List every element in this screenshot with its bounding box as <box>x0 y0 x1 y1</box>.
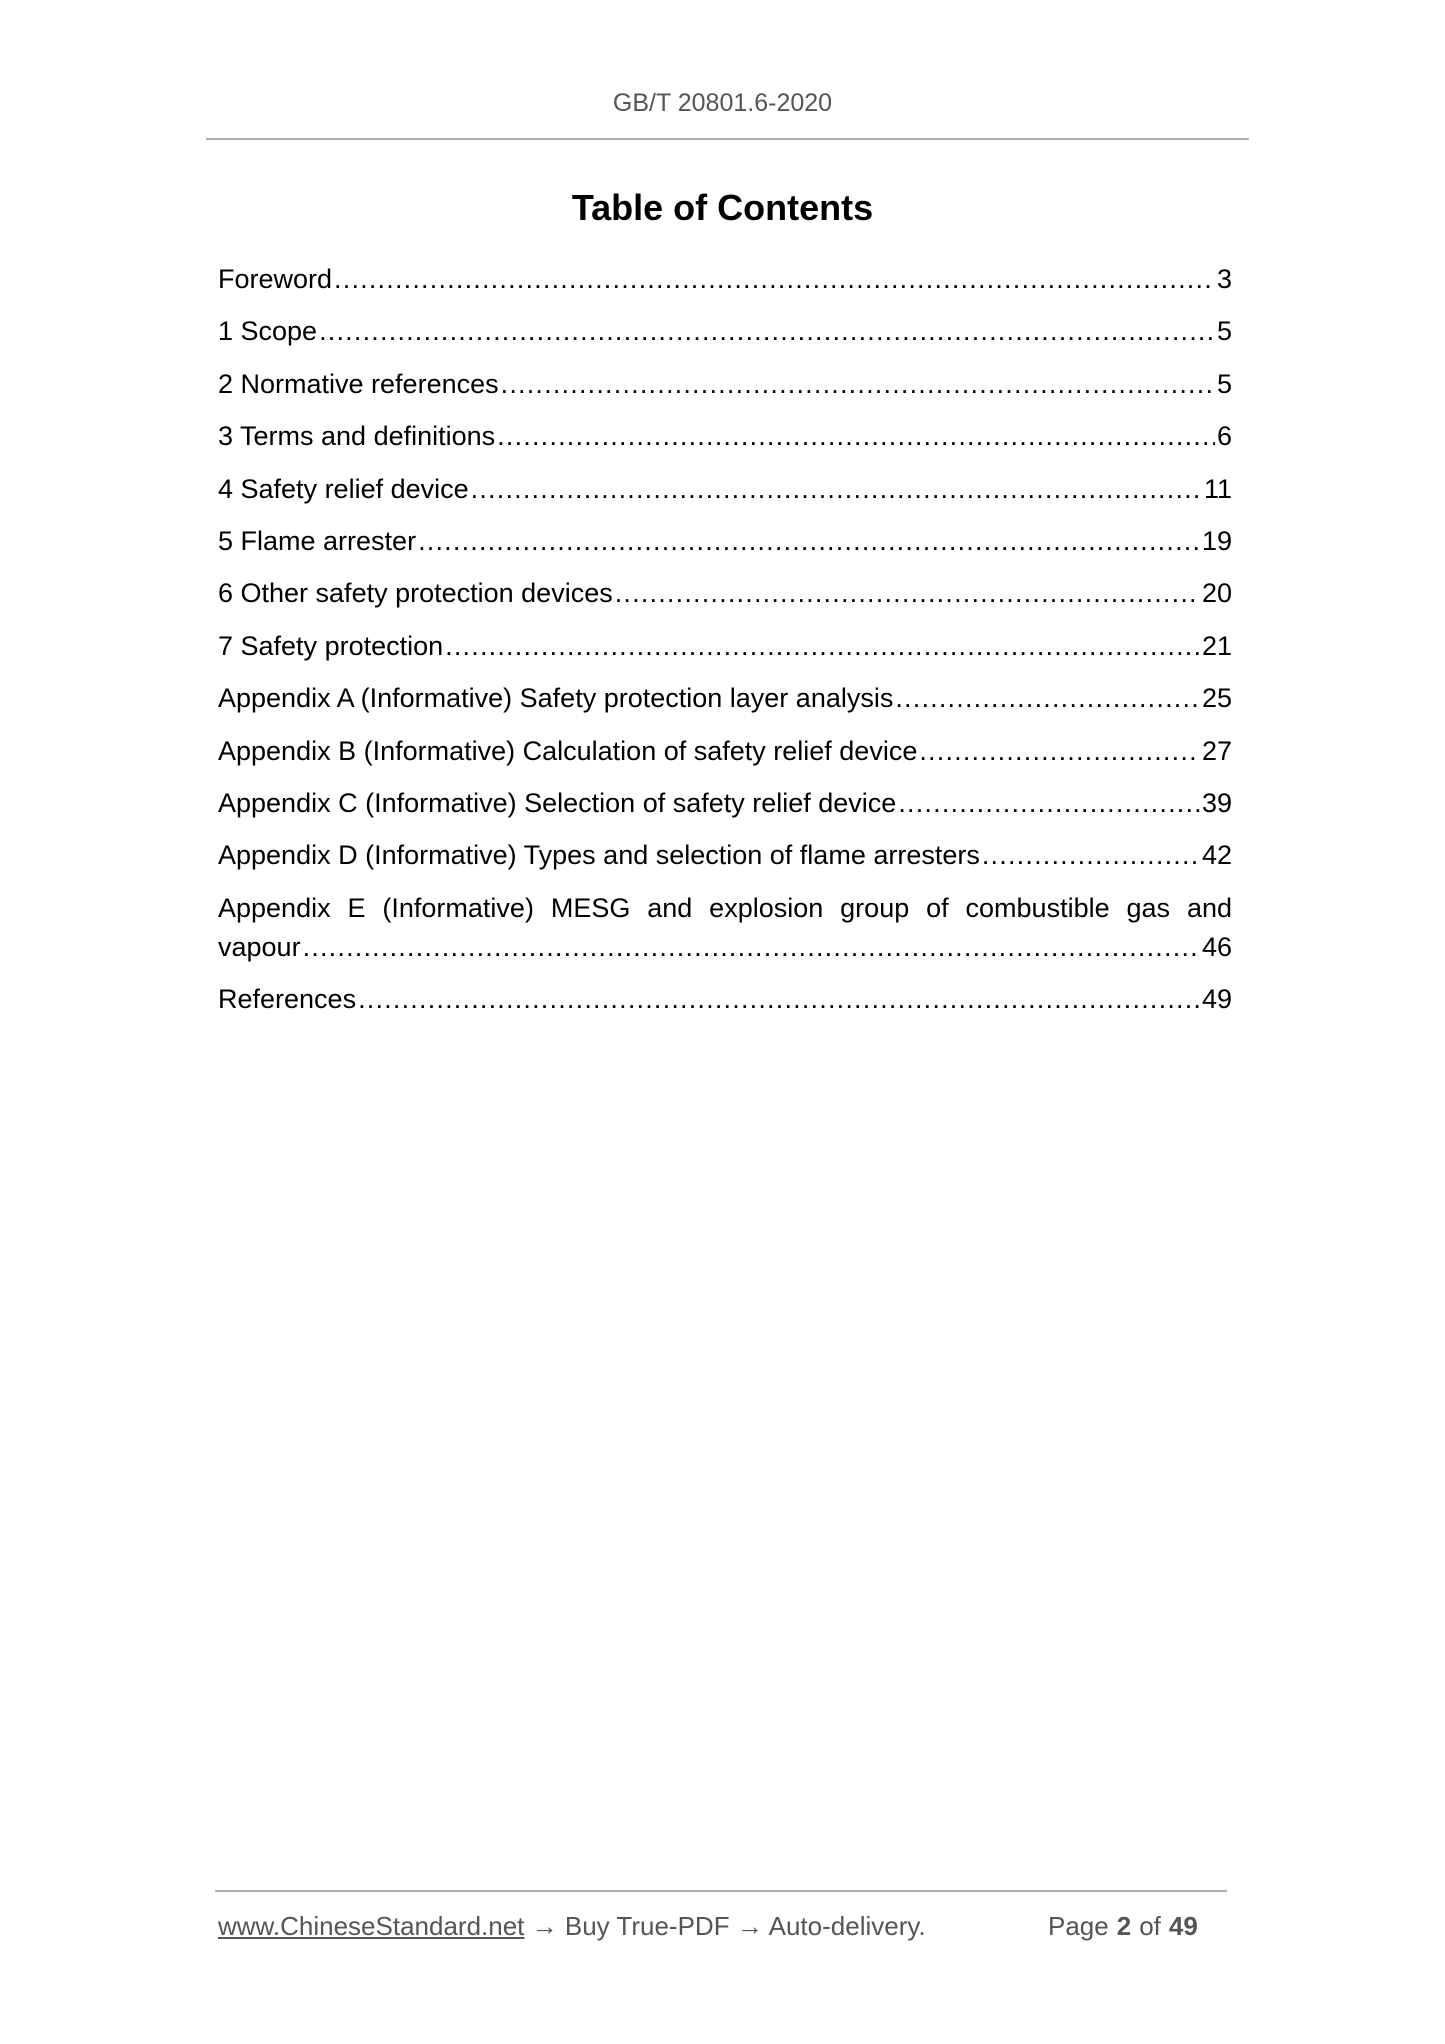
toc-entry-appendix-d[interactable] <box>218 836 1232 875</box>
toc-page-number: 27 <box>1201 735 1232 766</box>
toc-label: Appendix A (Informative) Safety protection layer analysis <box>218 683 894 714</box>
toc-entry-appendix-a[interactable] <box>218 679 1232 718</box>
total-pages-number: 49 <box>1168 1911 1198 1941</box>
dot-leader <box>334 260 1215 299</box>
toc-page-number: 6 <box>1216 421 1232 452</box>
header-divider <box>206 138 1249 140</box>
toc-label: Appendix D (Informative) Types and selection of flame arresters <box>218 840 980 871</box>
dot-leader <box>919 732 1200 771</box>
dot-leader <box>898 784 1200 823</box>
toc-entry-appendix-c[interactable] <box>218 784 1232 823</box>
toc-entry-other-safety-protection-devices[interactable] <box>218 574 1232 613</box>
buy-true-pdf-text: Buy True-PDF <box>564 1911 730 1941</box>
toc-entry-flame-arrester[interactable] <box>218 522 1232 561</box>
dot-leader <box>497 417 1215 456</box>
of-word: of <box>1139 1911 1161 1941</box>
toc-page-number: 49 <box>1201 984 1232 1015</box>
page-indicator <box>1048 1910 1198 1942</box>
table-of-contents <box>218 260 1232 1032</box>
toc-label: 2 Normative references <box>218 368 499 399</box>
toc-entry-appendix-e[interactable] <box>218 889 1232 967</box>
toc-page-number: 39 <box>1201 787 1232 818</box>
toc-label: Appendix C (Informative) Selection of safety relief device <box>218 787 897 818</box>
toc-label: 6 Other safety protection devices <box>218 578 613 609</box>
dot-leader <box>319 312 1215 351</box>
toc-page-number: 21 <box>1201 630 1232 661</box>
toc-label: 4 Safety relief device <box>218 473 469 504</box>
footer-divider <box>215 1890 1227 1892</box>
toc-page-number: 3 <box>1216 264 1232 294</box>
dot-leader <box>982 836 1200 875</box>
toc-entry-references[interactable] <box>218 980 1232 1019</box>
dot-leader <box>501 365 1215 404</box>
toc-page-number: 19 <box>1201 525 1232 556</box>
dot-leader <box>358 980 1200 1019</box>
toc-label: 5 Flame arrester <box>218 525 417 556</box>
toc-page-number: 5 <box>1216 316 1232 347</box>
toc-page-number: 25 <box>1201 683 1232 714</box>
dot-leader <box>418 522 1200 561</box>
toc-page-number: 46 <box>1201 931 1232 962</box>
dot-leader <box>445 627 1200 666</box>
dot-leader <box>303 928 1200 967</box>
toc-entry-foreword[interactable] <box>218 260 1232 299</box>
arrow-right-icon: → <box>531 1911 558 1941</box>
toc-page-number: 20 <box>1201 578 1232 609</box>
toc-entry-terms-and-definitions[interactable] <box>218 417 1232 456</box>
document-id-header: GB/T 20801.6-2020 <box>612 89 833 117</box>
dot-leader <box>615 574 1200 613</box>
arrow-right-icon: → <box>736 1911 763 1941</box>
toc-label: Foreword <box>218 264 333 294</box>
toc-label-line-1: Appendix E (Informative) MESG and explosion group of combustible gas and <box>218 892 1232 923</box>
toc-label-line-2: vapour <box>218 931 301 962</box>
toc-entry-normative-references[interactable] <box>218 365 1232 404</box>
toc-label: 3 Terms and definitions <box>218 421 496 452</box>
dot-leader <box>895 679 1200 718</box>
current-page-number: 2 <box>1116 1911 1132 1941</box>
toc-entry-safety-protection[interactable] <box>218 627 1232 666</box>
toc-entry-safety-relief-device[interactable] <box>218 470 1232 509</box>
toc-page-number: 42 <box>1201 840 1232 871</box>
toc-label: References <box>218 984 357 1015</box>
dot-leader <box>471 470 1202 509</box>
toc-label: 7 Safety protection <box>218 630 444 661</box>
toc-page-number: 5 <box>1216 368 1232 399</box>
page-word: Page <box>1048 1911 1109 1941</box>
auto-delivery-text: Auto-delivery. <box>768 1911 926 1941</box>
toc-label: Appendix B (Informative) Calculation of safety relief device <box>218 735 918 766</box>
toc-entry-scope[interactable] <box>218 312 1232 351</box>
toc-page-number: 11 <box>1203 473 1232 504</box>
page-title: Table of Contents <box>571 187 874 228</box>
page-footer <box>218 1910 1218 1942</box>
toc-entry-appendix-b[interactable] <box>218 732 1232 771</box>
website-link[interactable]: www.ChineseStandard.net <box>218 1911 525 1941</box>
toc-label: 1 Scope <box>218 316 318 347</box>
